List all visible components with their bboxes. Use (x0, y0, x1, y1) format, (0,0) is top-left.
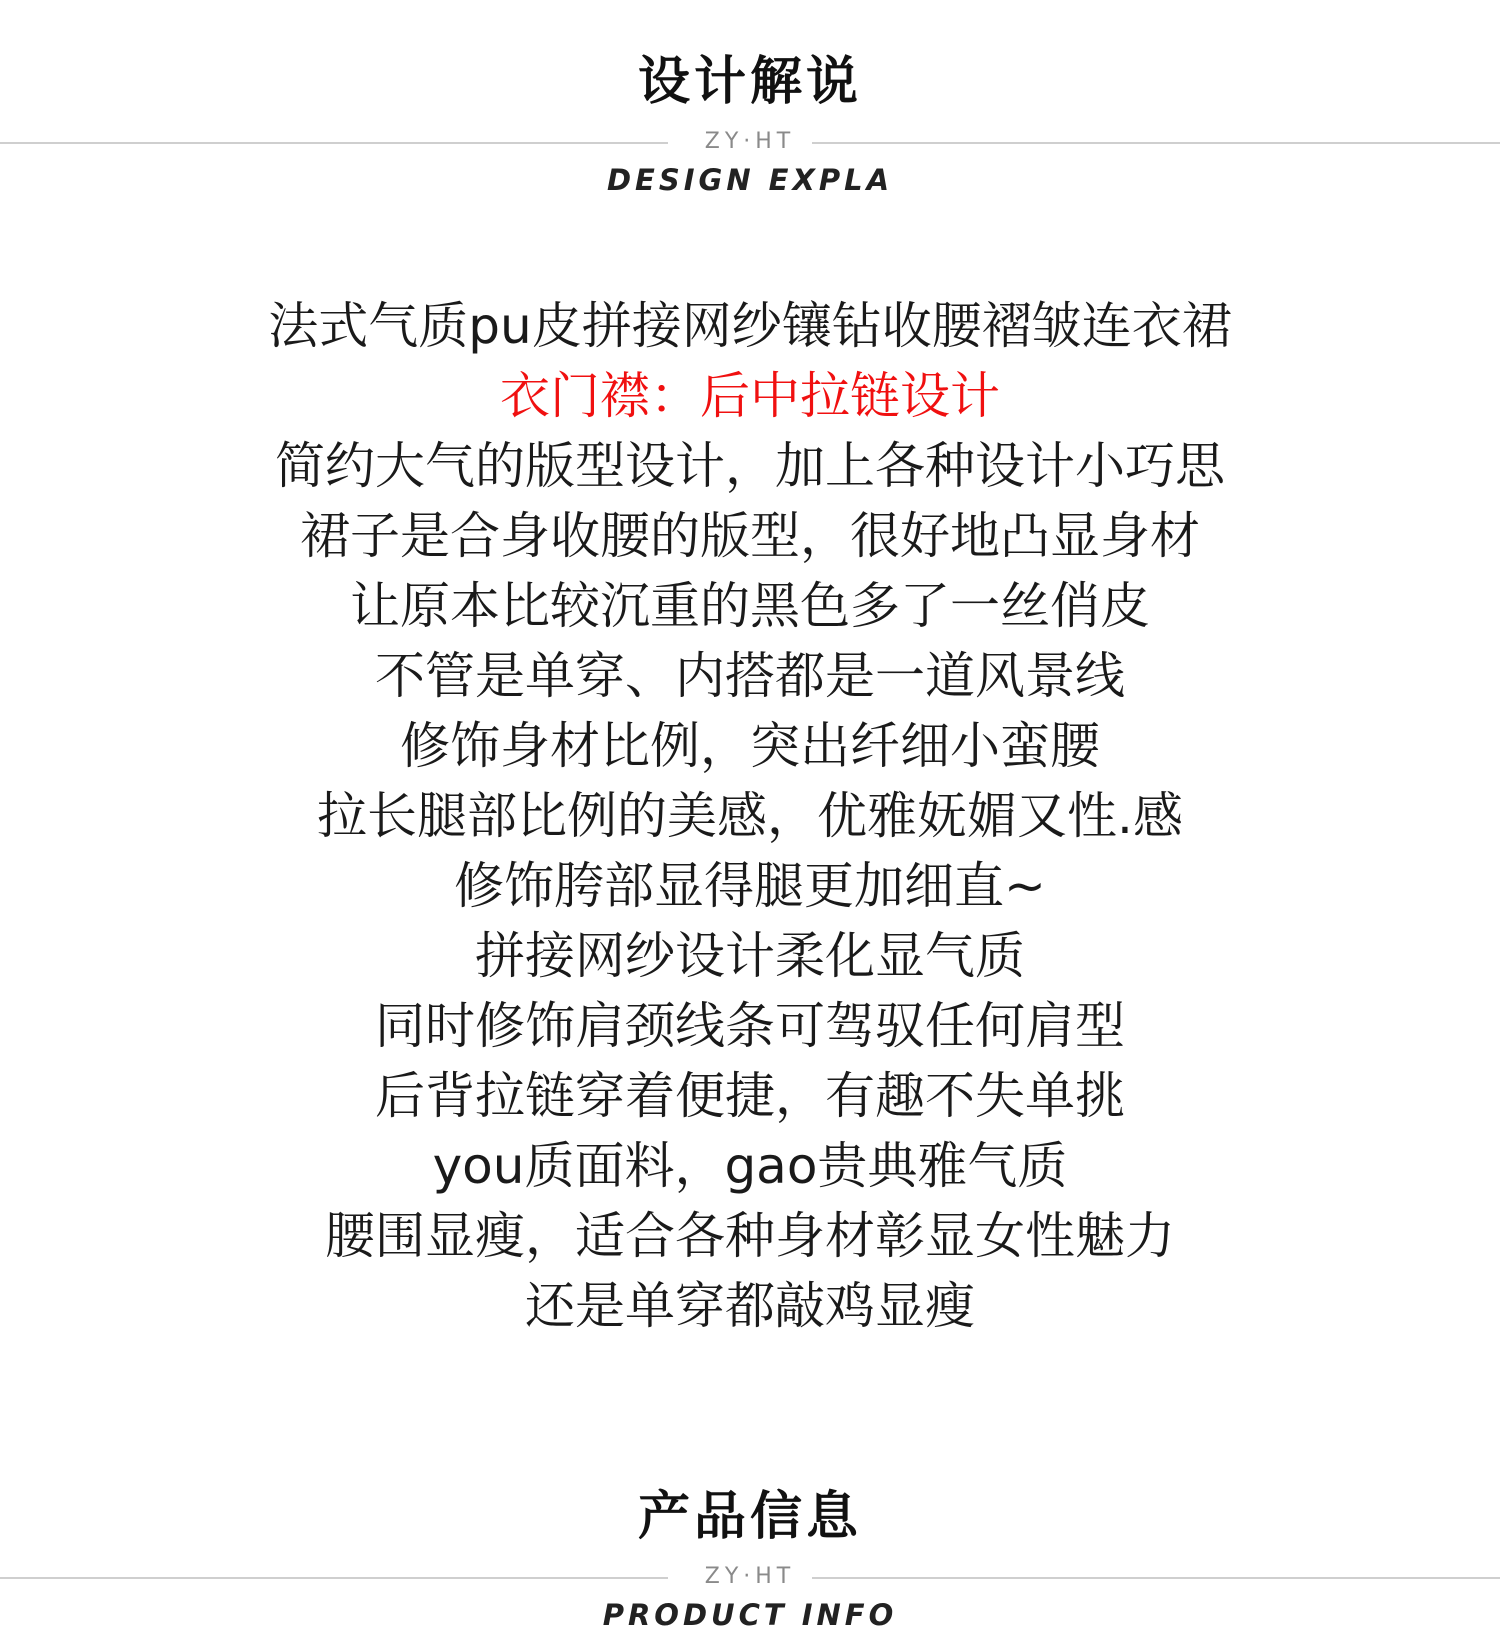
description-line: 裙子是合身收腰的版型，很好地凸显身材 (300, 507, 1200, 565)
description-line: 让原本比较沉重的黑色多了一丝俏皮 (350, 577, 1150, 635)
product-brand-code: ZY·HT (704, 1564, 796, 1589)
description-line: 简约大气的版型设计，加上各种设计小巧思 (275, 437, 1225, 495)
product-section-header (0, 1485, 1500, 1635)
description-line: 拉长腿部比例的美感，优雅妩媚又性.感 (317, 787, 1183, 845)
description-line: 修饰胯部显得腿更加细直~ (454, 857, 1046, 915)
description-line: 后背拉链穿着便捷，有趣不失单挑 (375, 1067, 1125, 1125)
design-section-subtitle: DESIGN EXPLA (606, 163, 894, 197)
description-line: you质面料，gao贵典雅气质 (432, 1137, 1068, 1195)
product-section-subtitle: PRODUCT INFO (602, 1598, 898, 1632)
description-line: 衣门襟：后中拉链设计 (500, 367, 1000, 425)
design-section-header (0, 50, 1500, 200)
description-line: 修饰身材比例，突出纤细小蛮腰 (400, 717, 1100, 775)
brand-code: ZY·HT (704, 129, 796, 154)
design-description (0, 291, 1500, 1341)
description-line: 腰围显瘦，适合各种身材彰显女性魅力 (325, 1207, 1175, 1265)
description-line: 不管是单穿、内搭都是一道风景线 (375, 647, 1125, 705)
description-line: 还是单穿都敲鸡显瘦 (525, 1277, 975, 1335)
design-section-title: 设计解说 (637, 52, 862, 112)
description-line: 拼接网纱设计柔化显气质 (475, 927, 1025, 985)
product-section-title: 产品信息 (637, 1487, 862, 1547)
description-line: 法式气质pu皮拼接网纱镶钻收腰褶皱连衣裙 (268, 297, 1232, 355)
description-line: 同时修饰肩颈线条可驾驭任何肩型 (375, 997, 1125, 1055)
